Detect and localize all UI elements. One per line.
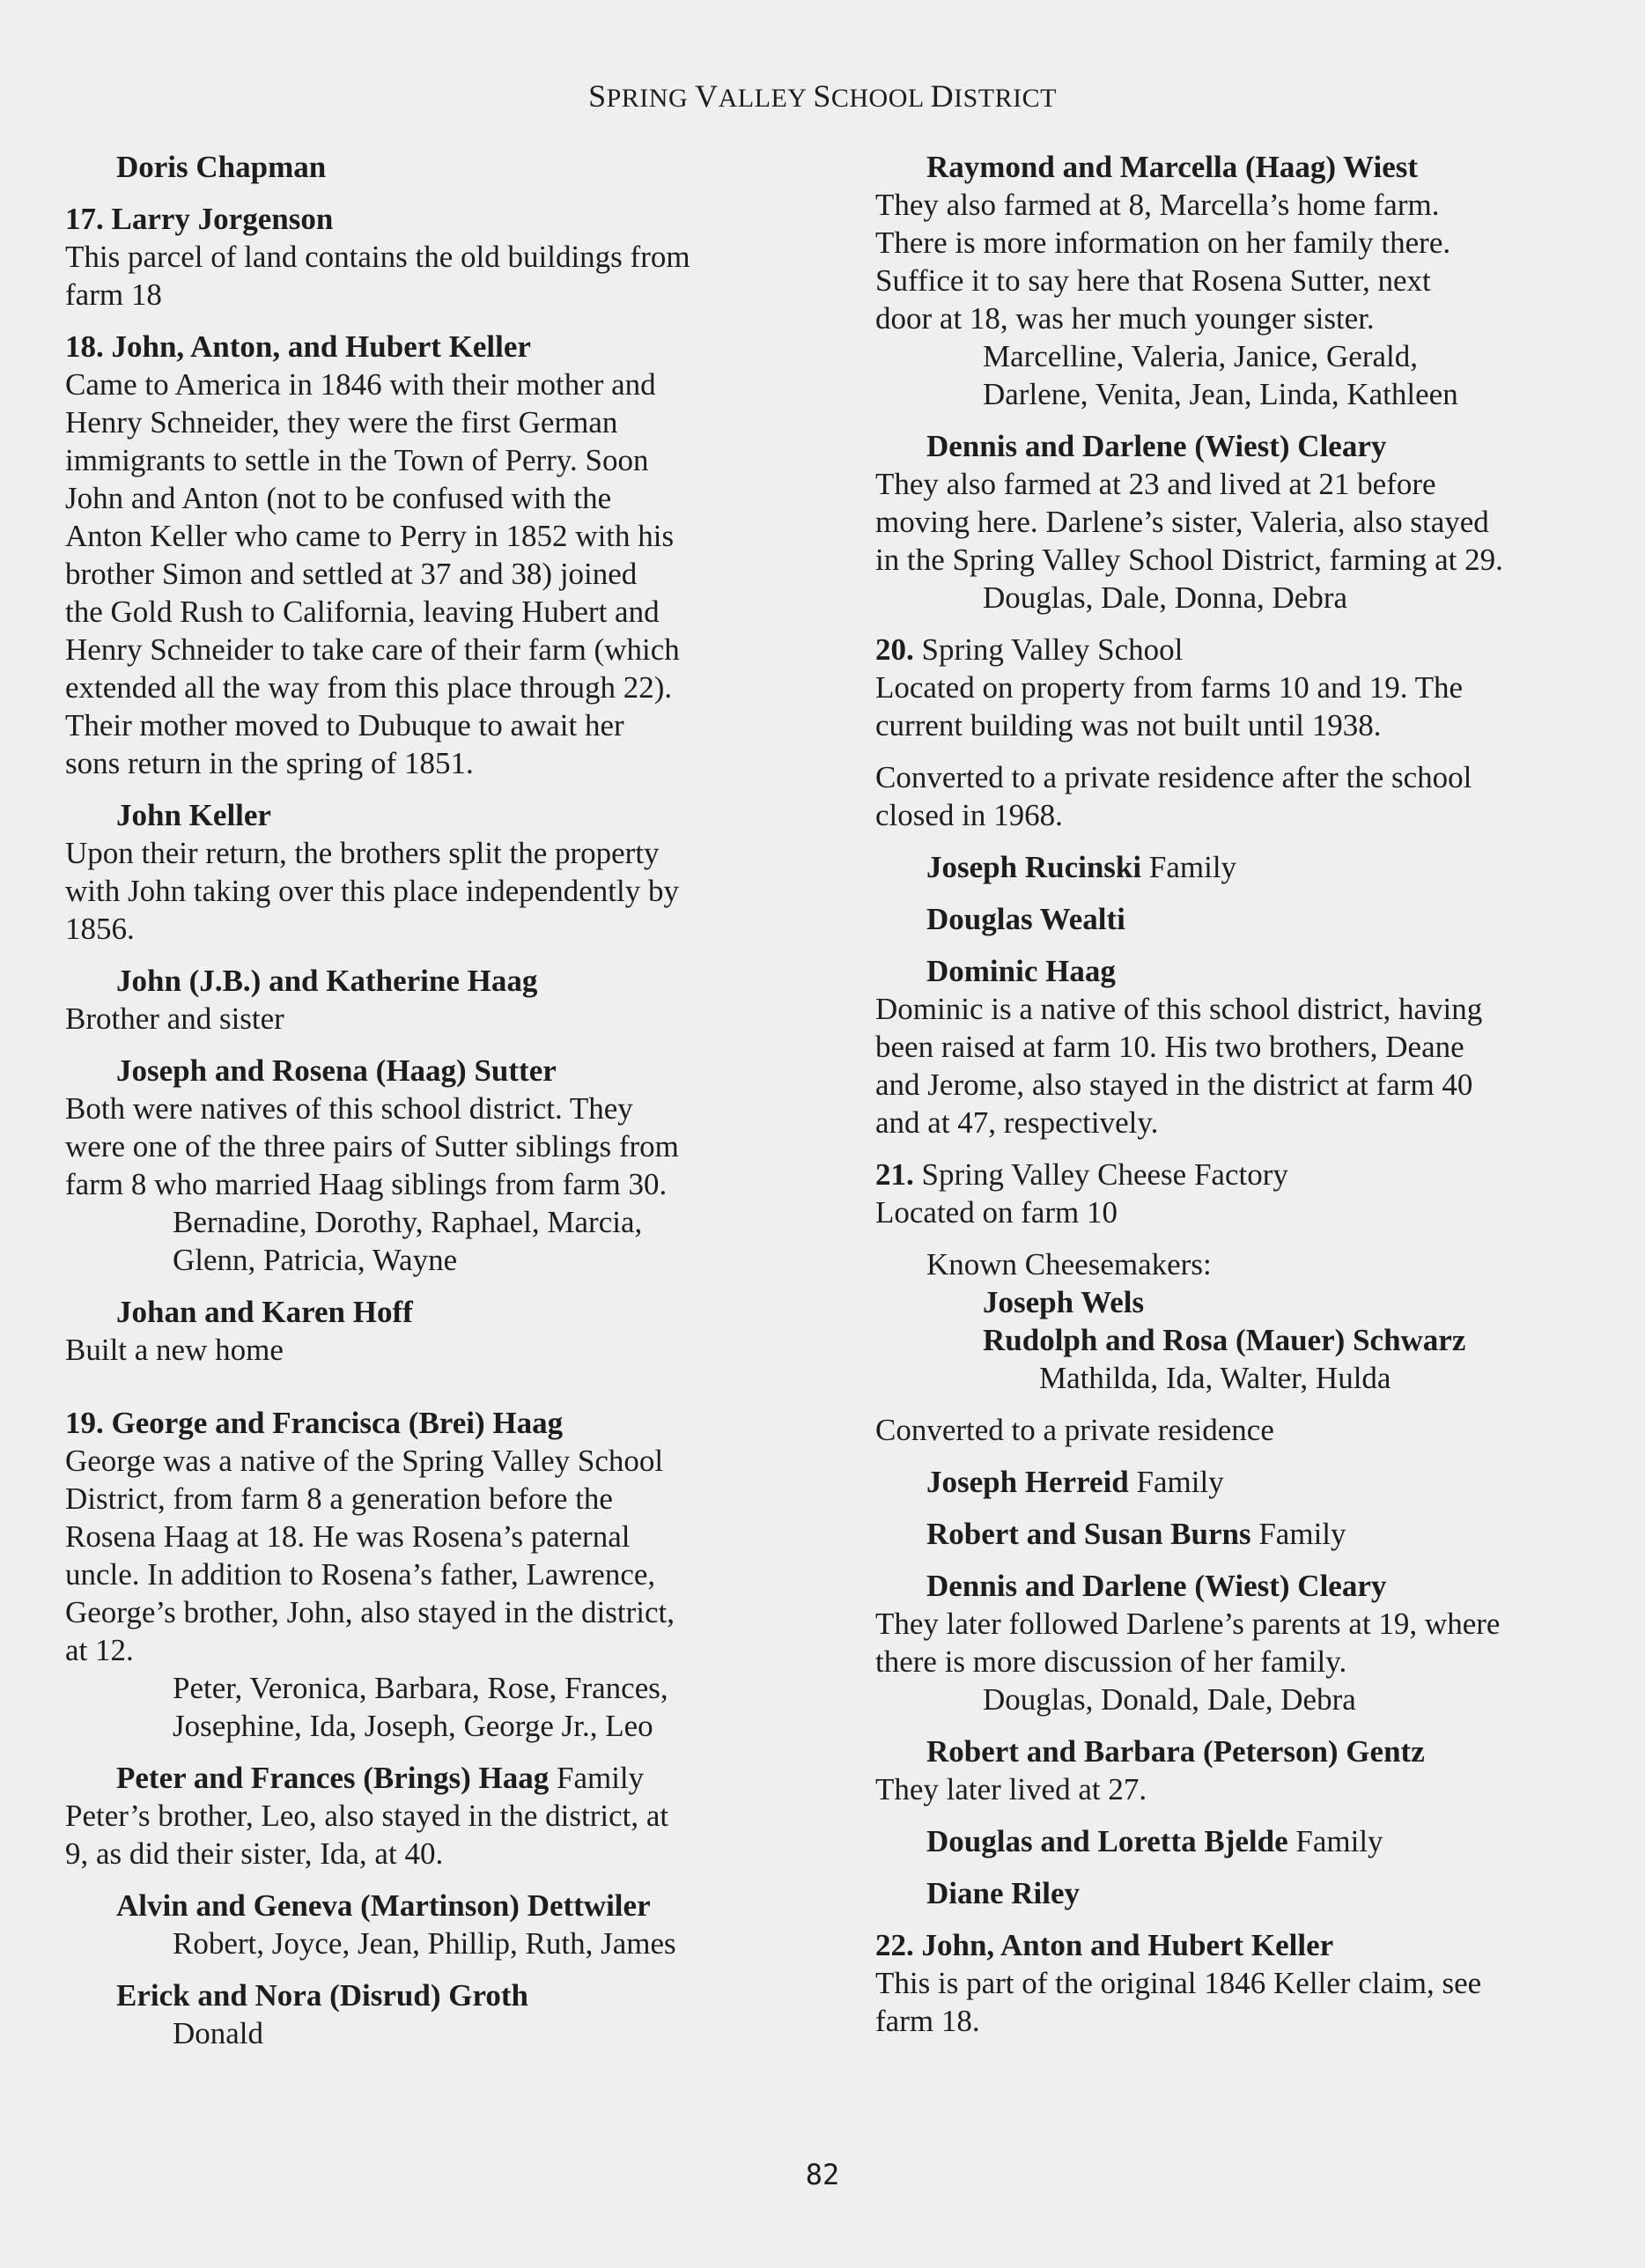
entry-text: Came to America in 1846 with their mother and <box>65 367 656 402</box>
entry-text: George was a native of the Spring Valley School <box>65 1444 664 1478</box>
entry-text: immigrants to settle in the Town of Perry. Soon <box>65 443 649 477</box>
entry-text: with John taking over this place independently by <box>65 874 679 908</box>
entry-robert-susan-burns <box>875 1515 1606 1553</box>
entry-dennis-darlene-cleary-2 <box>875 1567 1606 1718</box>
cheesemakers-label: Known Cheesemakers: <box>926 1247 1212 1282</box>
cheesemaker-name: Joseph Wels <box>983 1285 1145 1319</box>
entry-text: Anton Keller who came to Perry in 1852 with his <box>65 519 675 553</box>
entry-name: Douglas Wealti <box>926 902 1125 936</box>
entry-text: farm 18 <box>65 277 162 312</box>
entry-diane-riley <box>875 1874 1606 1912</box>
entry-text: farm 18. <box>875 2004 980 2038</box>
entry-title <box>875 631 1606 669</box>
entry-name: Robert and Barbara (Peterson) Gentz <box>926 1734 1425 1769</box>
entry-name: Alvin and Geneva (Martinson) Dettwiler <box>116 1888 651 1923</box>
children-list: Marcelline, Valeria, Janice, Gerald, <box>983 339 1418 373</box>
entry-text: George’s brother, John, also stayed in the district, <box>65 1595 675 1629</box>
entry-name-line <box>65 1759 787 1797</box>
entry-name: Erick and Nora (Disrud) Groth <box>116 1978 528 2013</box>
entry-19 <box>65 1404 787 1745</box>
entry-text: in the Spring Valley School District, farming at 29. <box>875 543 1503 577</box>
entry-17 <box>65 200 787 314</box>
entry-text: uncle. In addition to Rosena’s father, Lawrence, <box>65 1557 656 1592</box>
children-list: Donald <box>173 2016 264 2050</box>
entry-21-converted <box>875 1411 1606 1449</box>
entry-name: Dennis and Darlene (Wiest) Cleary <box>926 429 1387 463</box>
entry-title <box>875 1156 1606 1193</box>
entry-name: John (J.B.) and Katherine Haag <box>116 964 538 998</box>
entry-name: Diane Riley <box>926 1876 1081 1910</box>
entry-text: Dominic is a native of this school district, having <box>875 992 1483 1026</box>
entry-18 <box>65 328 787 782</box>
entry-joseph-herreid <box>875 1463 1606 1501</box>
entry-name-suffix: Family <box>549 1761 645 1795</box>
left-column <box>65 148 787 2052</box>
entry-dominic-haag <box>875 952 1606 1141</box>
entry-name: Joseph and Rosena (Haag) Sutter <box>116 1053 557 1088</box>
entry-text: and Jerome, also stayed in the district at farm 40 <box>875 1068 1473 1102</box>
page-header: SPRING VALLEY SCHOOL DISTRICT <box>588 78 1057 114</box>
entry-text: Brother and sister <box>65 1001 284 1036</box>
entry-text: They later lived at 27. <box>875 1772 1147 1806</box>
entry-text: They also farmed at 23 and lived at 21 before <box>875 467 1436 501</box>
entry-name-line <box>875 1463 1606 1501</box>
entry-name: Peter and Frances (Brings) Haag <box>116 1761 550 1795</box>
entry-text: Upon their return, the brothers split the property <box>65 836 660 870</box>
entry-text: door at 18, was her much younger sister. <box>875 301 1375 336</box>
entry-21 <box>875 1156 1606 1231</box>
children-list: Mathilda, Ida, Walter, Hulda <box>1039 1361 1391 1395</box>
entry-text: were one of the three pairs of Sutter siblings from <box>65 1129 679 1164</box>
entry-text: Rosena Haag at 18. He was Rosena’s paternal <box>65 1519 631 1554</box>
entry-robert-barbara-gentz <box>875 1732 1606 1808</box>
entry-name: John Keller <box>116 798 271 832</box>
entry-text: there is more discussion of her family. <box>875 1644 1347 1679</box>
entry-joseph-rucinski <box>875 848 1606 886</box>
entry-name-suffix: Family <box>1141 850 1237 884</box>
page-number: 82 <box>805 2158 840 2191</box>
entry-name: Dennis and Darlene (Wiest) Cleary <box>926 1569 1387 1603</box>
entry-raymond-marcella-wiest <box>875 148 1606 413</box>
entry-text: Converted to a private residence after the school <box>875 760 1472 794</box>
entry-name-suffix: Family <box>1250 1517 1346 1551</box>
children-list: Robert, Joyce, Jean, Phillip, Ruth, James <box>173 1926 676 1961</box>
entry-20 <box>875 631 1606 744</box>
entry-name: Joseph Rucinski <box>926 850 1142 884</box>
entry-title: 22. John, Anton and Hubert Keller <box>875 1928 1334 1962</box>
entry-name: Dominic Haag <box>926 954 1116 988</box>
entry-text: extended all the way from this place through 22). <box>65 670 673 705</box>
entry-john-katherine-haag <box>65 962 787 1038</box>
entry-joseph-rosena-sutter <box>65 1052 787 1279</box>
entry-doris-chapman <box>65 148 787 186</box>
entry-text: John and Anton (not to be confused with the <box>65 481 612 515</box>
children-list: Bernadine, Dorothy, Raphael, Marcia, <box>173 1205 643 1239</box>
entry-text: 1856. <box>65 912 135 946</box>
entry-text: They later followed Darlene’s parents at 19, where <box>875 1607 1501 1641</box>
entry-dennis-darlene-cleary <box>875 427 1606 617</box>
entry-text: closed in 1968. <box>875 798 1063 832</box>
right-column <box>875 148 1606 2040</box>
entry-text: Henry Schneider, they were the first German <box>65 405 618 440</box>
entry-text: sons return in the spring of 1851. <box>65 746 474 780</box>
entry-title: 19. George and Francisca (Brei) Haag <box>65 1406 564 1440</box>
entry-text: been raised at farm 10. His two brothers, Deane <box>875 1030 1464 1064</box>
entry-text: farm 8 who married Haag siblings from farm 30. <box>65 1167 668 1201</box>
entry-text: Located on property from farms 10 and 19. The <box>875 670 1464 705</box>
entry-text: Henry Schneider to take care of their farm (which <box>65 632 680 667</box>
entry-text: Suffice it to say here that Rosena Sutter, next <box>875 263 1431 298</box>
cheesemakers <box>875 1245 1606 1397</box>
entry-name: Doris Chapman <box>116 150 327 184</box>
entry-title: 18. John, Anton, and Hubert Keller <box>65 329 531 364</box>
entry-number: 20. <box>875 632 914 667</box>
cheesemaker-name: Rudolph and Rosa (Mauer) Schwarz <box>983 1323 1466 1357</box>
children-list: Darlene, Venita, Jean, Linda, Kathleen <box>983 377 1458 411</box>
entry-john-keller <box>65 796 787 948</box>
entry-text: and at 47, respectively. <box>875 1105 1159 1140</box>
entry-text: the Gold Rush to California, leaving Hubert and <box>65 595 660 629</box>
entry-douglas-loretta-bjelde <box>875 1822 1606 1860</box>
entry-text: at 12. <box>65 1633 134 1667</box>
entry-name-line <box>875 1515 1606 1553</box>
entry-text: Both were natives of this school district. They <box>65 1091 633 1126</box>
entry-name-suffix: Family <box>1287 1824 1383 1858</box>
entry-text: They also farmed at 8, Marcella’s home farm. <box>875 188 1440 222</box>
entry-title: 17. Larry Jorgenson <box>65 202 334 236</box>
entry-text: Converted to a private residence <box>875 1413 1274 1447</box>
entry-name: Robert and Susan Burns <box>926 1517 1251 1551</box>
entry-title-text: Spring Valley Cheese Factory <box>913 1157 1288 1192</box>
entry-name-suffix: Family <box>1128 1465 1224 1499</box>
entry-text: There is more information on her family there. <box>875 225 1451 260</box>
entry-erick-nora-groth <box>65 1976 787 2052</box>
children-list: Josephine, Ida, Joseph, George Jr., Leo <box>173 1709 653 1743</box>
entry-number: 21. <box>875 1157 914 1192</box>
entry-text: Built a new home <box>65 1333 284 1367</box>
entry-alvin-geneva-dettwiler <box>65 1887 787 1962</box>
entry-20-converted <box>875 758 1606 834</box>
entry-text: 9, as did their sister, Ida, at 40. <box>65 1836 444 1871</box>
children-list: Douglas, Dale, Donna, Debra <box>983 580 1348 615</box>
entry-peter-frances-haag <box>65 1759 787 1873</box>
entry-title-text: Spring Valley School <box>913 632 1184 667</box>
entry-text: District, from farm 8 a generation before the <box>65 1481 613 1516</box>
entry-text: Their mother moved to Dubuque to await her <box>65 708 624 742</box>
entry-text: brother Simon and settled at 37 and 38) joined <box>65 557 638 591</box>
entry-name: Johan and Karen Hoff <box>116 1295 413 1329</box>
entry-text: current building was not built until 1938. <box>875 708 1382 742</box>
children-list: Glenn, Patricia, Wayne <box>173 1243 458 1277</box>
entry-johan-karen-hoff <box>65 1293 787 1369</box>
entry-text: Located on farm 10 <box>875 1195 1118 1230</box>
entry-text: moving here. Darlene’s sister, Valeria, also stayed <box>875 505 1489 539</box>
entry-name-line <box>875 848 1606 886</box>
entry-22 <box>875 1926 1606 2040</box>
children-list: Douglas, Donald, Dale, Debra <box>983 1682 1356 1717</box>
entry-name: Raymond and Marcella (Haag) Wiest <box>926 150 1419 184</box>
entry-text: Peter’s brother, Leo, also stayed in the district, at <box>65 1799 669 1833</box>
entry-name: Douglas and Loretta Bjelde <box>926 1824 1288 1858</box>
entry-douglas-wealti <box>875 900 1606 938</box>
entry-name: Joseph Herreid <box>926 1465 1129 1499</box>
entry-text: This parcel of land contains the old buildings from <box>65 240 690 274</box>
entry-name-line <box>875 1822 1606 1860</box>
entry-text: This is part of the original 1846 Keller claim, see <box>875 1966 1482 2000</box>
children-list: Peter, Veronica, Barbara, Rose, Frances, <box>173 1671 668 1705</box>
